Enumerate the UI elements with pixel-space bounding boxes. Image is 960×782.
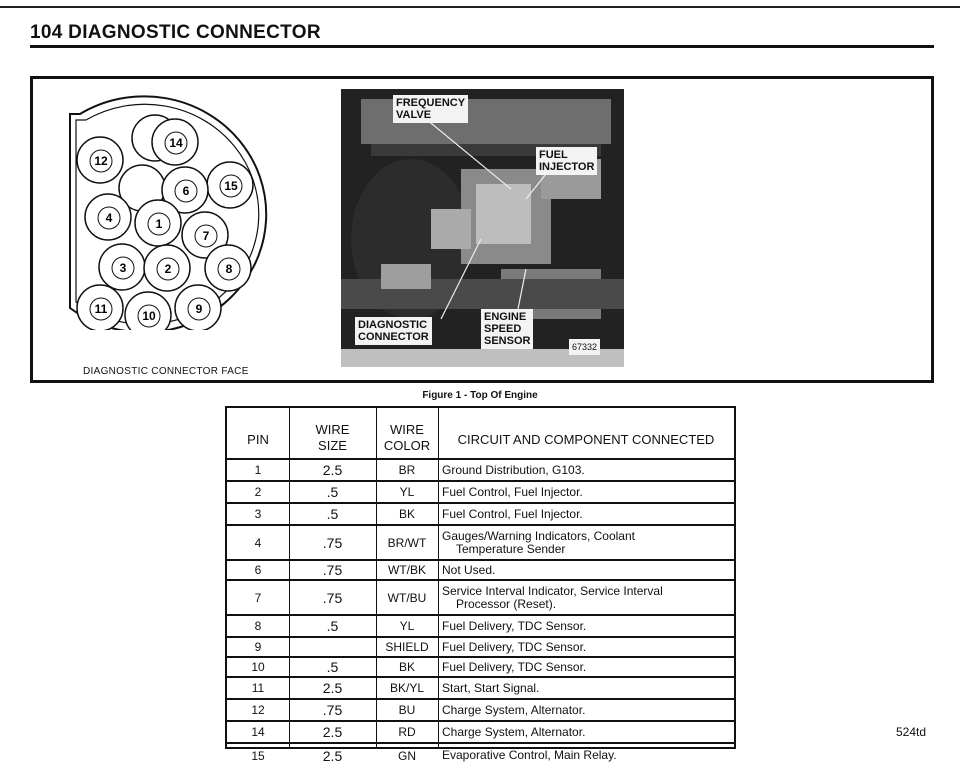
callout-line: VALVE	[396, 109, 432, 121]
wire-color-cell: BK/YL	[389, 681, 425, 695]
wire-color-cell: GN	[398, 748, 416, 763]
title-underline	[30, 45, 934, 48]
circuit-text: Fuel Delivery, TDC Sensor.	[442, 659, 587, 674]
connector-face-label: DIAGNOSTIC CONNECTOR FACE	[83, 366, 249, 377]
table-header	[227, 408, 734, 460]
circuit-text: Fuel Control, Fuel Injector.	[442, 484, 583, 499]
fuel-injector-callout	[536, 147, 597, 175]
callout-line: FREQUENCY	[396, 97, 466, 109]
wire-size-cell: .5	[326, 506, 339, 522]
circuit-text: Fuel Delivery, TDC Sensor.	[442, 639, 587, 654]
pin-cell: 15	[251, 748, 265, 763]
wire-color-cell: SHIELD	[385, 640, 429, 654]
circuit-cell	[438, 722, 734, 742]
wire-color-cell: BU	[398, 703, 416, 717]
wire-size-cell: .75	[322, 534, 343, 551]
diagnostic-connector-callout	[355, 317, 432, 345]
pin-number: 8	[225, 262, 233, 276]
wire-size-cell: .75	[322, 589, 343, 606]
connector-pins	[77, 115, 253, 330]
circuit-cell	[438, 638, 734, 656]
wire-color-cell: WT/BU	[387, 590, 427, 605]
circuit-text: Ground Distribution, G103.	[442, 462, 585, 477]
circuit-cell	[438, 658, 734, 676]
page-title: 104 DIAGNOSTIC CONNECTOR	[30, 22, 321, 43]
header-pin: PIN	[247, 432, 269, 447]
engine-photo	[341, 89, 624, 367]
circuit-text: Temperature Sender	[456, 541, 566, 556]
pin-number: 1	[155, 217, 163, 231]
circuit-text: Evaporative Control, Main Relay.	[442, 748, 617, 762]
top-rule	[0, 6, 960, 8]
circuit-cell	[438, 744, 734, 767]
table-row	[227, 678, 734, 700]
wire-color-cell: BK	[398, 660, 415, 674]
engine-speed-sensor-callout	[481, 309, 533, 349]
header-line: COLOR	[383, 438, 431, 453]
table-row	[227, 700, 734, 722]
table-row	[227, 460, 734, 482]
pin-number: 3	[119, 261, 127, 275]
circuit-cell	[438, 460, 734, 480]
pin-cell: 2	[254, 485, 262, 499]
pin-number: 4	[105, 211, 113, 225]
table-row	[227, 722, 734, 744]
wire-color-cell: BR/WT	[387, 535, 427, 550]
wire-size-cell	[289, 638, 376, 656]
wire-size-cell: 2.5	[322, 747, 343, 764]
pin-cell: 14	[251, 725, 265, 739]
wire-size-cell: 2.5	[322, 724, 343, 740]
wire-color-cell: BK	[398, 507, 415, 521]
pin-table	[225, 406, 736, 764]
callout-line: SPEED	[484, 323, 522, 335]
connector-face-diagram	[40, 90, 285, 330]
wire-size-cell: .75	[322, 562, 343, 578]
circuit-text: Fuel Delivery, TDC Sensor.	[442, 618, 587, 633]
pin-number: 15	[224, 179, 238, 193]
wire-size-cell: 2.5	[322, 680, 343, 696]
pin-number: 2	[164, 262, 172, 276]
wire-size-cell: .75	[322, 702, 343, 718]
circuit-text: Not Used.	[442, 562, 496, 577]
pin-cell: 12	[251, 703, 265, 717]
pin-cell: 6	[254, 563, 262, 577]
pin-number: 7	[202, 229, 210, 243]
header-line: WIRE	[390, 422, 424, 437]
pin-number: 14	[169, 136, 183, 150]
circuit-cell	[438, 678, 734, 698]
pin-cell: 4	[254, 535, 262, 550]
wire-size-cell: .5	[326, 618, 339, 634]
header-line: WIRE	[315, 422, 350, 437]
pin-number: 11	[94, 302, 108, 316]
header-wire-color	[376, 422, 438, 454]
pin-cell: 3	[254, 507, 262, 521]
circuit-cell	[438, 561, 734, 579]
callout-line: INJECTOR	[539, 161, 595, 173]
wire-size-cell: .5	[326, 484, 339, 500]
table-row	[227, 482, 734, 504]
callout-line: DIAGNOSTIC	[358, 319, 428, 331]
pin-cell: 9	[254, 640, 262, 654]
callout-line: ENGINE	[484, 311, 527, 323]
figure-caption: Figure 1 - Top Of Engine	[422, 390, 538, 401]
table-row	[227, 658, 734, 678]
circuit-cell	[438, 700, 734, 720]
circuit-cell	[438, 526, 734, 559]
circuit-text: Charge System, Alternator.	[442, 702, 586, 717]
table-row	[227, 744, 734, 767]
callout-line: SENSOR	[484, 335, 531, 347]
pin-cell: 1	[254, 463, 262, 477]
wire-color-cell: YL	[399, 485, 415, 499]
pin-number: 12	[94, 154, 108, 168]
pin-number: 6	[182, 184, 190, 198]
photo-number: 67332	[569, 339, 600, 355]
table-row	[227, 526, 734, 561]
header-line: SIZE	[318, 438, 347, 453]
circuit-cell	[438, 504, 734, 524]
header-wire-size	[289, 422, 376, 454]
circuit-text: Charge System, Alternator.	[442, 724, 586, 739]
circuit-text: Fuel Control, Fuel Injector.	[442, 506, 583, 521]
callout-line: FUEL	[539, 149, 568, 161]
circuit-text: Gauges/Warning Indicators, Coolant	[442, 528, 635, 543]
table-row	[227, 561, 734, 581]
pin-number: 9	[195, 302, 203, 316]
pin-cell: 11	[251, 681, 265, 695]
circuit-cell	[438, 616, 734, 636]
pin-cell: 10	[251, 660, 265, 674]
page-code: 524td	[896, 725, 927, 739]
pin-cell: 8	[254, 619, 262, 633]
wire-color-cell: WT/BK	[388, 563, 426, 577]
pin-number: 10	[142, 309, 156, 323]
circuit-text: Service Interval Indicator, Service Interval	[442, 583, 663, 598]
table-row	[227, 504, 734, 526]
table-row	[227, 581, 734, 616]
callout-line: CONNECTOR	[358, 331, 429, 343]
circuit-cell	[438, 581, 734, 614]
circuit-text: Processor (Reset).	[456, 596, 557, 611]
frequency-valve-callout	[393, 95, 468, 123]
wire-color-cell: RD	[398, 725, 416, 739]
wire-color-cell: YL	[399, 619, 415, 633]
header-circuit: CIRCUIT AND COMPONENT CONNECTED	[457, 432, 715, 447]
table-row	[227, 616, 734, 638]
pin-cell: 7	[254, 590, 262, 605]
table-row	[227, 638, 734, 658]
circuit-cell	[438, 482, 734, 502]
wire-color-cell: BR	[398, 463, 416, 477]
wire-size-cell: 2.5	[322, 462, 343, 478]
circuit-text: Start, Start Signal.	[442, 680, 540, 695]
wire-size-cell: .5	[326, 659, 339, 675]
